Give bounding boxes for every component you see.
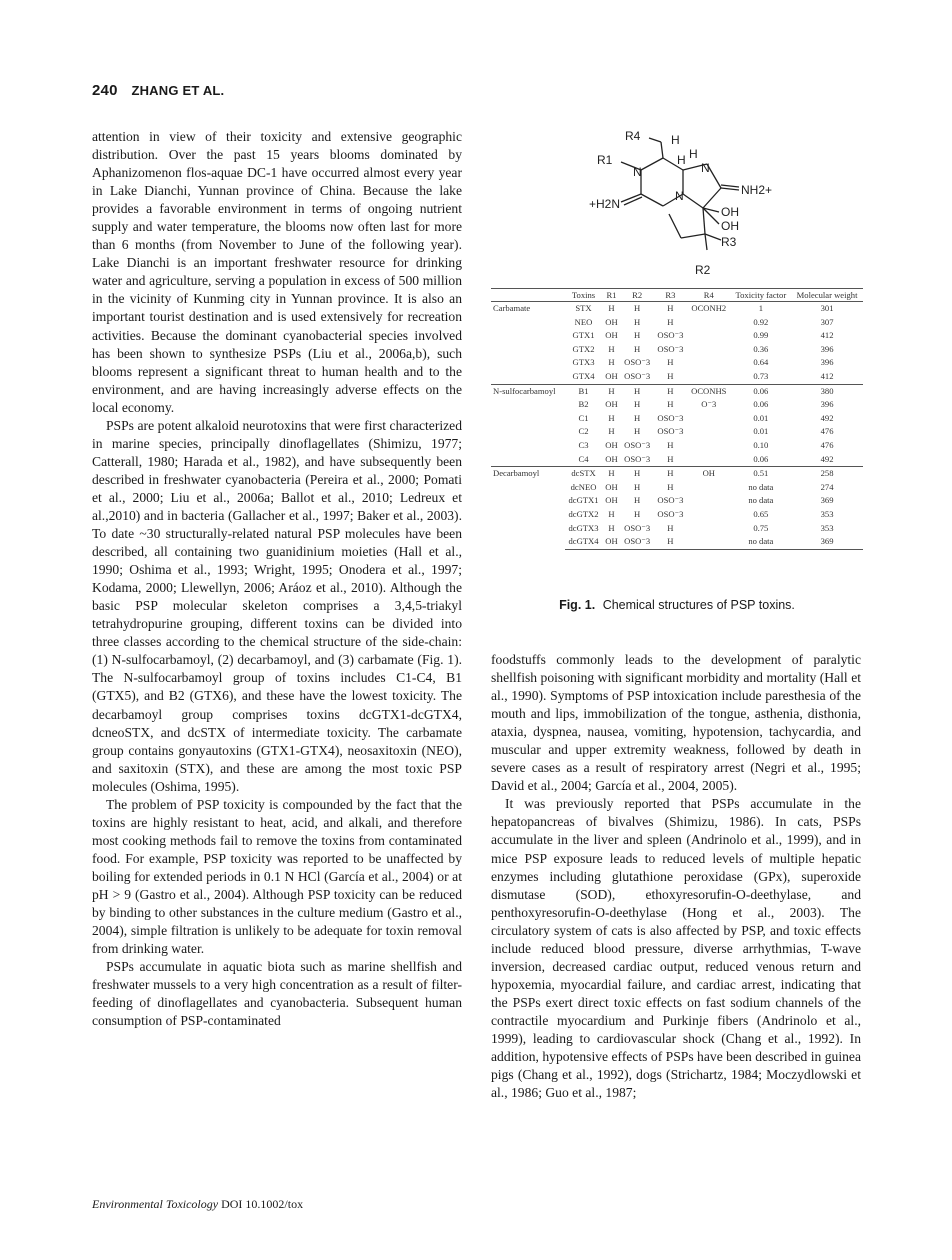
label-h: H xyxy=(671,133,680,147)
table-cell: OSO⁻3 xyxy=(624,439,651,450)
table-cell: H xyxy=(634,508,641,519)
table-cell xyxy=(687,343,731,357)
doi: DOI 10.1002/tox xyxy=(221,1197,304,1211)
caption-text: Chemical structures of PSP toxins. xyxy=(602,598,795,612)
table-cell: O⁻3 xyxy=(701,399,717,410)
table-cell: 258 xyxy=(791,467,863,481)
label-h: H xyxy=(677,153,686,167)
table-cell: dcGTX2 xyxy=(568,508,599,519)
table-cell: H xyxy=(608,343,615,354)
figure-caption xyxy=(491,598,863,612)
label-r4: R4 xyxy=(625,129,641,143)
running-authors: ZHANG ET AL. xyxy=(131,83,225,98)
paragraph: It was previously reported that PSPs accumulate in the hepatopancreas of bivalves (Shimizu, 1986). In cats, PSPs accumulate in the liver and spleen (Andrinolo et al., 1999), and in mice PSP exposure leads to reduced levels of multiple hepatic enzymes including glutathione peroxidase (GPx), superoxide dismutase (SOD), ethoxyresorufin-O-deethylase, and penthoxyresorufin-O-deethylase (Hong et al., 2003). The circulatory system of cats is also affected by PSP, and toxic effects include reduced blood pressure, diverse arrhythmias, T-wave inversion, decreased cardiac output, reduced venous return and hypoxemia, myocardial failure, and cardiac arrest, indicating that the PSPs exert direct toxic effects on fast sodium channels of the contractile myocardium and Purkinje fibers (Andrinolo et al., 1999), leading to cardiovascular shock (Chang et al., 1992). In addition, hypotensive effects of PSPs have been described in guinea pigs (Chang et al., 1992), dogs (Strichartz, 1984; Moczydlowski et al., 1986; Guo et al., 1987; xyxy=(491,796,861,1101)
table-cell: H xyxy=(654,302,687,316)
table-cell: C3 xyxy=(578,439,589,450)
table-cell: H xyxy=(602,467,620,481)
table-cell: H xyxy=(667,453,674,464)
table-cell: H xyxy=(634,330,641,341)
paragraph: PSPs accumulate in aquatic biota such as marine shellfish and freshwater mussels to a very high concentration as a result of filter-feeding of dinoflagellates and cyanobacteria. Subsequent human consumption of PSP-contaminated xyxy=(92,959,462,1029)
table-cell: H xyxy=(667,399,674,410)
table-cell: NEO xyxy=(574,316,593,327)
table-cell: H xyxy=(667,439,674,450)
table-cell xyxy=(687,481,731,495)
table-cell xyxy=(687,329,731,343)
table-body xyxy=(491,302,863,550)
label-n: N xyxy=(701,161,710,175)
table-cell xyxy=(687,356,731,370)
table-cell: 0.99 xyxy=(753,330,769,341)
page-number: 240 xyxy=(92,82,118,99)
table-cell xyxy=(687,412,731,426)
table-cell: dcSTX xyxy=(565,467,603,481)
table-cell: OSO⁻3 xyxy=(621,535,654,549)
table-cell: 274 xyxy=(820,481,834,492)
table-cell: C1 xyxy=(578,412,589,423)
table-cell: H xyxy=(667,481,674,492)
label-oh: OH xyxy=(721,205,739,219)
table-cell: 0.75 xyxy=(753,522,769,533)
table-cell: OH xyxy=(687,467,731,481)
table-cell: H xyxy=(634,412,641,423)
table-row xyxy=(491,467,863,481)
table-cell: H xyxy=(621,384,654,398)
label-h: H xyxy=(689,147,698,161)
table-cell: 0.73 xyxy=(753,370,769,381)
table-cell: OSO⁻3 xyxy=(624,453,651,464)
table-cell: GTX4 xyxy=(572,370,595,381)
table-cell: H xyxy=(654,384,687,398)
paragraph: foodstuffs commonly leads to the development of paralytic shellfish poisoning with significant morbidity and mortality (Hall et al., 1990). Symptoms of PSP intoxication include paresthesia of the mouth and lips, immobilization of the tongue, asthenia, disthonia, ataxia, dyspnea, nausea, vomiting, hypotension, tachycardia, and muscular and upper extremity weakness, followed by death in severe cases as a result of respiratory arrest (Negri et al., 1995; David et al., 2004; García et al., 2004, 2005). xyxy=(491,652,861,794)
left-column xyxy=(92,128,462,1030)
table-cell: dcGTX4 xyxy=(565,535,603,549)
table-cell: H xyxy=(621,302,654,316)
table-cell: OSO⁻3 xyxy=(624,357,651,368)
table-cell: 369 xyxy=(791,535,863,549)
table-cell: 0.65 xyxy=(753,508,769,519)
table-cell: 0.06 xyxy=(731,384,792,398)
table-cell xyxy=(687,453,731,467)
table-header: Toxicity factor xyxy=(731,289,792,302)
table-cell: OSO⁻3 xyxy=(657,495,684,506)
table-cell: 353 xyxy=(820,522,834,533)
table-cell xyxy=(687,425,731,439)
table-cell: 0.64 xyxy=(753,357,769,368)
table-cell: H xyxy=(634,399,641,410)
table-cell: H xyxy=(621,467,654,481)
table-header: R2 xyxy=(621,289,654,302)
label-oh: OH xyxy=(721,219,739,233)
table-cell: 353 xyxy=(820,508,834,519)
table-cell: OH xyxy=(605,481,618,492)
table-cell: 0.92 xyxy=(753,316,769,327)
table-row xyxy=(491,384,863,398)
table-cell: H xyxy=(654,535,687,549)
table-cell: no data xyxy=(748,481,774,492)
table-cell: H xyxy=(654,467,687,481)
table-cell: H xyxy=(667,357,674,368)
table-cell xyxy=(687,439,731,453)
table-cell: OH xyxy=(605,439,618,450)
table-header: Molecular weight xyxy=(791,289,863,302)
table-cell: 0.51 xyxy=(731,467,792,481)
table-header: Toxins xyxy=(565,289,603,302)
table-cell: dcGTX1 xyxy=(568,495,599,506)
table-header xyxy=(491,289,565,302)
label-r1: R1 xyxy=(597,153,613,167)
table-cell: no data xyxy=(748,495,774,506)
paragraph: PSPs are potent alkaloid neurotoxins that were first characterized in marine species, principally dinoflagellates (Shimizu, 1977; Catterall, 1980; Harada et al., 1982), and have subsequently been described in freshwater cyanobacteria (Pereira et al., 2000; Pomati et al., 2000; Liu et al., 2006a; Ballot et al., 2010; Ledreux et al.,2010) and in bacteria (Gallacher et al., 1997; Baker et al., 2003). To date ~30 structurally-related natural PSP molecules have been described, all containing two guanidinium moieties (Hall et al., 1990; Oshima et al., 1993; Wright, 1995; Onodera et al., 1997; Kodama, 2000; Llewellyn, 2006; Aráoz et al., 2010). Although the basic PSP molecular skeleton comprises a 3,4,5-triakyl tetrahydropurine grouping, different toxins can be divided into three classes according to the chemical structure of the side-chain: (1) N-sulfocarbamoyl, (2) decarbamoyl, and (3) carbamate (Fig. 1). The N-sulfocarbamoyl group of toxins includes C1-C4, B1 (GTX5), and B2 (GTX6), and these have the lowest toxicity. The decarbamoyl group comprises toxins dcGTX1-dcGTX4, dcneoSTX, and dcSTX of intermediate toxicity. The carbamate group contains gonyautoxins (GTX1-GTX4), neosaxitoxin (NEO), and saxitoxin (STX), and these are among the most toxic PSP molecules (Oshima, 1995). xyxy=(92,417,462,794)
page-footer xyxy=(92,1197,303,1212)
table-cell: OH xyxy=(605,453,618,464)
label-nh2-plus: NH2+ xyxy=(741,183,773,197)
table-cell: GTX1 xyxy=(572,330,595,341)
paragraph: The problem of PSP toxicity is compounded by the fact that the toxins are highly resistant to heat, acid, and alkali, and therefore most cooking methods fail to remove the toxins from contaminated food. For example, PSP toxicity was reported to be unaffected by boiling for extended periods in 0.1 N HCl (García et al., 2004) or at pH > 9 (Gastro et al., 2004). Although PSP toxicity can be reduced by binding to other substances in the culture medium (Gastro et al., 2004), simple filtration is unlikely to be adequate for toxin removal from drinking water. xyxy=(92,796,462,957)
group-label: Carbamate xyxy=(491,302,565,385)
table-cell: H xyxy=(608,357,615,368)
table-cell: OH xyxy=(605,370,618,381)
table-cell: H xyxy=(667,316,674,327)
table-cell: 307 xyxy=(820,316,834,327)
table-cell: 0.10 xyxy=(753,439,769,450)
table-cell: 412 xyxy=(820,370,834,381)
table-cell: 369 xyxy=(820,495,834,506)
table-header: R4 xyxy=(687,289,731,302)
table-cell: OSO⁻3 xyxy=(657,412,684,423)
table-cell: OCONH2 xyxy=(687,302,731,316)
running-header xyxy=(92,82,224,99)
right-column xyxy=(491,651,861,1102)
table-cell xyxy=(687,370,731,384)
group-label: N-sulfocarbamoyl xyxy=(491,384,565,467)
table-cell: B1 xyxy=(565,384,603,398)
table-cell: H xyxy=(602,384,620,398)
table-cell: OH xyxy=(602,535,620,549)
table-cell: OH xyxy=(605,495,618,506)
table-cell: 492 xyxy=(820,412,834,423)
table-cell: 380 xyxy=(791,384,863,398)
table-cell: H xyxy=(608,412,615,423)
label-r2: R2 xyxy=(695,263,711,277)
table-cell xyxy=(687,316,731,330)
table-cell: OCONHS xyxy=(687,384,731,398)
paragraph: attention in view of their toxicity and extensive geographic distribution. Over the past 15 years blooms dominated by Aphanizomenon flos-aquae DC-1 have occurred almost every year in Lake Dianchi, Yunnan province of China. Because the lake provides a favorable environment in terms of ongoing nutrient supply and water temperature, the blooms now often last for more than 6 months (from November to June of the following year). Lake Dianchi is an important freshwater resource for drinking water and agriculture, serving a population in excess of 500 million in the vicinity of Kunming city in Yunnan province. It is also an important tourist destination and is used extensively for recreation activities. Because the dominant cyanobacterial species involved has been shown to synthesize PSPs (Liu et al., 2006a,b), such blooms represent a significant threat to human health and to the environment, and are having increasingly adverse effects on the local economy. xyxy=(92,129,462,415)
label-r3: R3 xyxy=(721,235,737,249)
table-cell: C2 xyxy=(578,426,589,437)
table-cell: H xyxy=(608,508,615,519)
chemical-structure-diagram xyxy=(581,128,781,280)
table-cell: OSO⁻3 xyxy=(657,508,684,519)
table-cell: OSO⁻3 xyxy=(624,522,651,533)
table-cell: H xyxy=(608,522,615,533)
toxin-table xyxy=(491,288,863,550)
table-cell: 396 xyxy=(820,399,834,410)
label-n: N xyxy=(675,189,684,203)
table-cell: OH xyxy=(605,330,618,341)
table-cell: 0.06 xyxy=(753,399,769,410)
table-cell: OSO⁻3 xyxy=(657,343,684,354)
table-cell: H xyxy=(634,481,641,492)
table-cell: 476 xyxy=(820,426,834,437)
table-cell: no data xyxy=(731,535,792,549)
table-cell: 476 xyxy=(820,439,834,450)
table-cell: 301 xyxy=(791,302,863,316)
table-cell: C4 xyxy=(578,453,589,464)
table-cell: GTX2 xyxy=(572,343,595,354)
group-label: Decarbamoyl xyxy=(491,467,565,550)
label-h2n-plus: +H2N xyxy=(589,197,621,211)
table-row xyxy=(491,302,863,316)
table-cell xyxy=(687,508,731,522)
table-cell: 0.36 xyxy=(753,343,769,354)
table-cell: dcNEO xyxy=(570,481,597,492)
table-cell: OSO⁻3 xyxy=(657,330,684,341)
table-cell: 0.01 xyxy=(753,412,769,423)
table-cell: 396 xyxy=(820,357,834,368)
table-header: R1 xyxy=(602,289,620,302)
table-cell: H xyxy=(667,370,674,381)
table-cell: B2 xyxy=(578,399,589,410)
table-cell: H xyxy=(634,343,641,354)
table-cell: H xyxy=(634,426,641,437)
table-cell: H xyxy=(634,316,641,327)
table-cell xyxy=(687,535,731,549)
table-cell: 412 xyxy=(820,330,834,341)
table-cell: dcGTX3 xyxy=(568,522,599,533)
table-cell: 0.06 xyxy=(753,453,769,464)
table-cell: H xyxy=(608,426,615,437)
table-cell xyxy=(687,494,731,508)
label-n: N xyxy=(633,165,642,179)
table-cell xyxy=(687,522,731,536)
table-cell: GTX3 xyxy=(572,357,595,368)
journal-name: Environmental Toxicology xyxy=(92,1197,219,1211)
table-cell: STX xyxy=(565,302,603,316)
table-cell: H xyxy=(602,302,620,316)
table-cell: 0.01 xyxy=(753,426,769,437)
table-cell: OH xyxy=(605,399,618,410)
table-header: R3 xyxy=(654,289,687,302)
table-cell: 1 xyxy=(731,302,792,316)
table-cell: 396 xyxy=(820,343,834,354)
table-cell: H xyxy=(667,522,674,533)
table-cell: H xyxy=(634,495,641,506)
table-cell: OSO⁻3 xyxy=(657,426,684,437)
table-cell: 492 xyxy=(820,453,834,464)
table-cell: OH xyxy=(605,316,618,327)
table-cell: OSO⁻3 xyxy=(624,370,651,381)
caption-label: Fig. 1. xyxy=(559,598,596,612)
